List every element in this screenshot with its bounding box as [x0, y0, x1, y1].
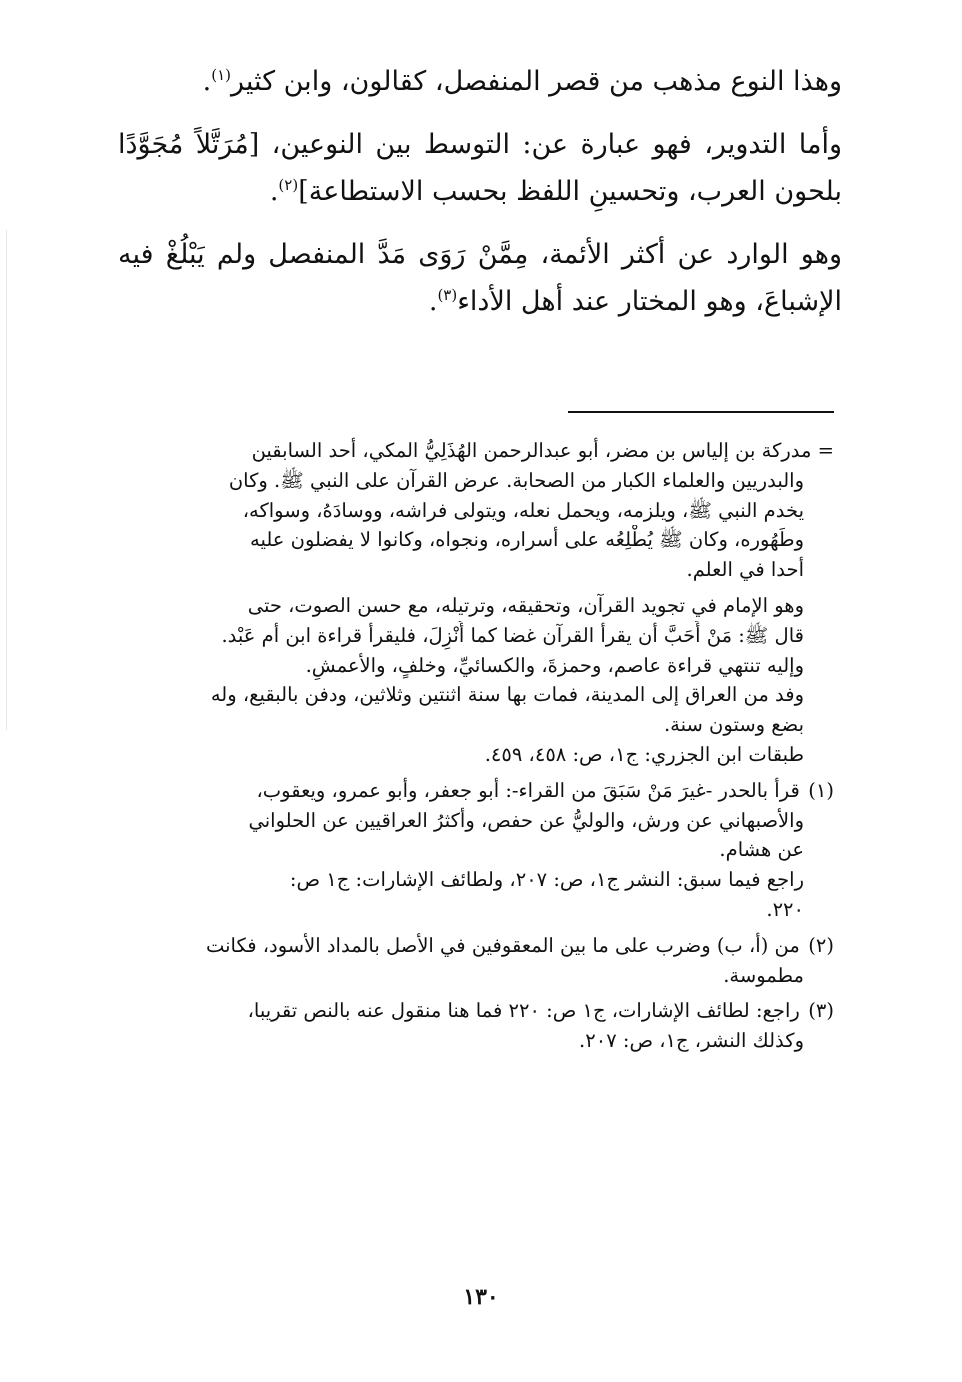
- main-paragraph-3: [118, 231, 842, 325]
- footnote-line: مطموسة.: [723, 963, 804, 987]
- footnotes-section: [112, 436, 834, 1062]
- footnote-1: [112, 776, 834, 925]
- footnote-reference: ٢٢٠.: [766, 897, 804, 921]
- footnote-divider: [568, 411, 834, 413]
- paragraph-tail: .: [269, 176, 279, 207]
- footnote-label: (٣): [808, 999, 834, 1023]
- main-text-block: [118, 58, 842, 341]
- footnote-line: = مدركة بن إلياس بن مضر، أبو عبدالرحمن الهُذَلِيُّ المكي، أحد السابقين: [251, 439, 834, 462]
- scan-edge-mark: [6, 230, 7, 730]
- footnote-label: (١): [808, 778, 834, 802]
- paragraph-text: وهذا النوع مذهب من قصر المنفصل، كقالون، وابن كثير: [231, 66, 842, 97]
- footnote-line: [112, 776, 834, 806]
- footnote-text: قرأ بالحدر -غيرَ مَنْ سَبَقَ من القراء-: أبو جعفر، وأبو عمرو، ويعقوب،: [256, 778, 800, 802]
- footnote-biography-paragraph: [112, 591, 834, 770]
- footnote-ref-1: (١): [211, 66, 231, 84]
- footnote-reference: راجع فيما سبق: النشر ج١، ص: ٢٠٧، ولطائف الإشارات: ج١ ص:: [289, 868, 804, 892]
- footnote-line: عن هشام.: [719, 838, 804, 862]
- footnote-line: والبدريين والعلماء الكبار من الصحابة. عرض القرآن على النبي ﷺ. وكان: [228, 468, 804, 492]
- main-paragraph-1: [118, 58, 842, 105]
- footnote-continuation: [112, 436, 834, 585]
- paragraph-tail: .: [428, 286, 438, 317]
- footnote-line: والأصبهاني عن ورش، والوليُّ عن حفص، وأكثرُ العراقيين عن الحلواني: [248, 808, 804, 832]
- footnote-line: أحدا في العلم.: [686, 558, 804, 582]
- footnote-line: قال ﷺ: مَنْ أَحَبَّ أن يقرأ القرآن غضا كما أُنْزِلَ، فليقرأ قراءة ابن أم عَبْد.: [221, 623, 804, 647]
- footnote-line: [112, 931, 834, 961]
- footnote-source: طبقات ابن الجزري: ج١، ص: ٤٥٨، ٤٥٩.: [484, 742, 804, 766]
- footnote-ref-2: (٢): [278, 176, 299, 194]
- footnote-line: وكذلك النشر، ج١، ص: ٢٠٧.: [579, 1029, 804, 1053]
- footnote-ref-3: (٣): [437, 286, 458, 304]
- footnote-label: (٢): [808, 933, 834, 957]
- footnote-line: وهو الإمام في تجويد القرآن، وتحقيقه، وترتيله، مع حسن الصوت، حتى: [247, 593, 804, 617]
- footnote-text: من (أ، ب) وضرب على ما بين المعقوفين في الأصل بالمداد الأسود، فكانت: [205, 933, 800, 957]
- footnote-3: [112, 996, 834, 1056]
- footnote-text: راجع: لطائف الإشارات، ج١ ص: ٢٢٠ فما هنا منقول عنه بالنص تقريبا،: [247, 999, 800, 1023]
- footnote-line: بضع وستون سنة.: [663, 713, 804, 737]
- page-number: ١٣٠: [463, 1284, 499, 1310]
- footnote-line: وطَهُوره، وكان ﷺ يُطْلِعُه على أسراره، ونجواه، وكانوا لا يفضلون عليه: [250, 528, 804, 552]
- footnote-line: وإليه تنتهي قراءة عاصم، وحمزةَ، والكسائيِّ، وخلفٍ، والأعمشِ.: [305, 653, 804, 677]
- footnote-line: وفد من العراق إلى المدينة، فمات بها سنة اثنتين وثلاثين، ودفن بالبقيع، وله: [210, 683, 804, 707]
- paragraph-text: وهو الوارد عن أكثر الأئمة، مِمَّنْ رَوَى مَدَّ المنفصل ولم يَبْلُغْ فيه الإشباعَ، وهو المختار عند أهل الأداء: [118, 239, 842, 317]
- footnote-line: يخدم النبي ﷺ، ويلزمه، ويحمل نعله، ويتولى فراشه، ووسادَهُ، وسواكه،: [242, 498, 804, 522]
- footnote-2: [112, 931, 834, 991]
- paragraph-text: وأما التدوير، فهو عبارة عن: التوسط بين النوعين، [مُرَتَّلاً مُجَوَّدًا بلحون العرب، وتحسينِ اللفظ بحسب الاستطاعة]: [118, 129, 842, 207]
- paragraph-tail: .: [202, 66, 212, 97]
- footnote-line: [112, 996, 834, 1026]
- main-paragraph-2: [118, 121, 842, 215]
